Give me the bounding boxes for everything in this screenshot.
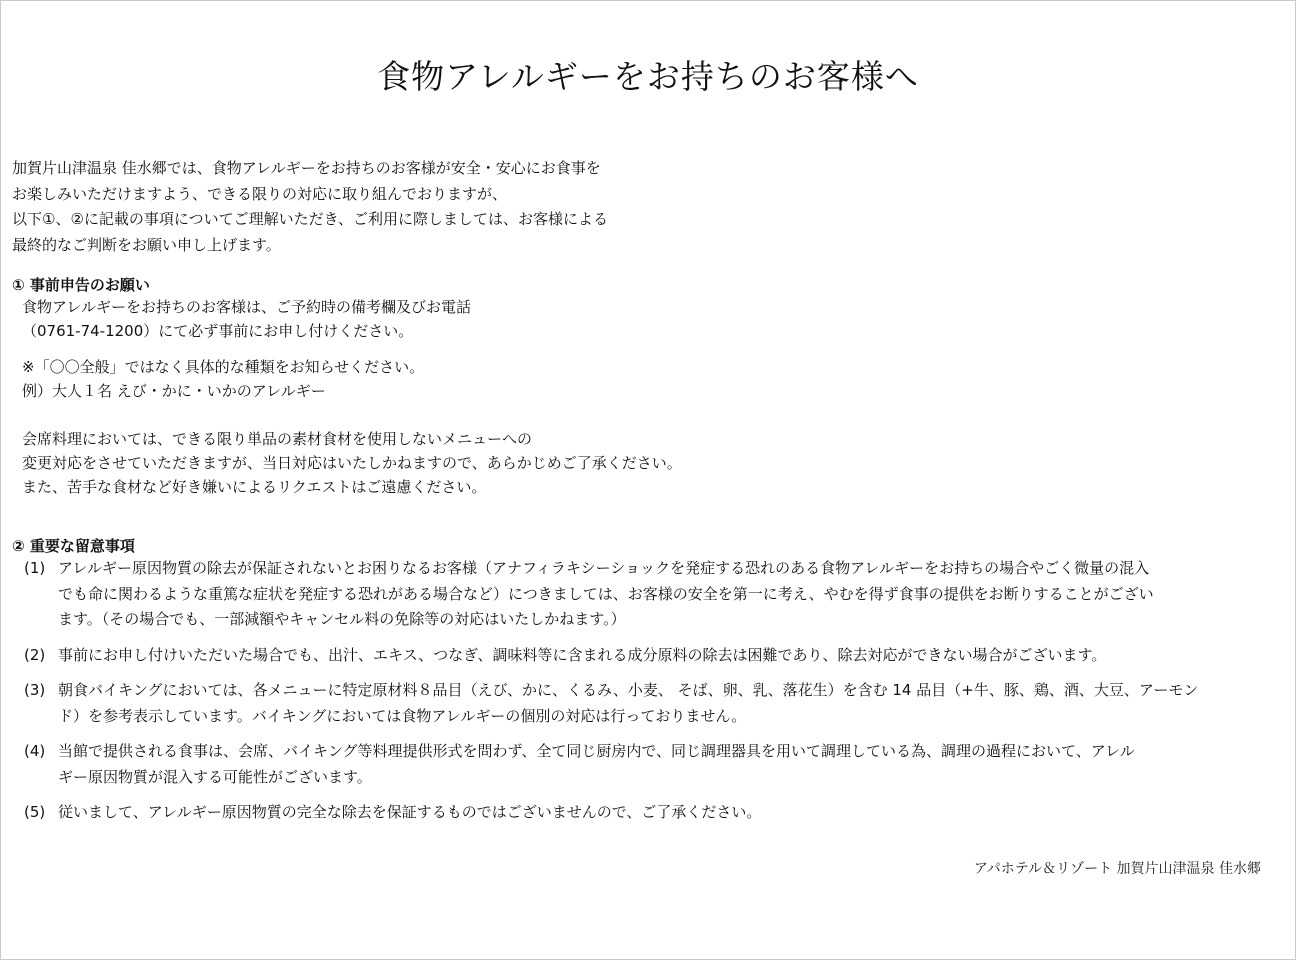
section1-line: 変更対応をさせていただきますが、当日対応はいたしかねますので、あらかじめご了承ください。 (22, 454, 682, 472)
item-text (58, 800, 1274, 826)
item-line: 従いまして、アレルギー原因物質の完全な除去を保証するものではございませんので、ご了承ください。 (58, 803, 762, 821)
page-title: 食物アレルギーをお持ちのお客様へ (377, 57, 919, 96)
item-line: 当館で提供される食事は、会席、バイキング等料理提供形式を問わず、全て同じ厨房内で、同じ調理器具を用いて調理している為、調理の過程において、アレル (58, 742, 1135, 760)
hotel-signature: アパホテル＆リゾート 加賀片山津温泉 佳水郷 (973, 861, 1261, 877)
section1-note-line: ※「〇〇全般」ではなく具体的な種類をお知らせください。 (22, 358, 425, 376)
item-number: (2) (24, 645, 46, 664)
item-number: (4) (24, 742, 46, 760)
item-number: (5) (24, 803, 46, 821)
section2-heading: ② 重要な留意事項 (12, 537, 135, 555)
item-text (58, 556, 1274, 633)
intro-paragraph (12, 156, 608, 258)
section1-line: また、苦手な食材など好き嫌いによるリクエストはご遠慮ください。 (22, 478, 487, 496)
section1-line: 会席料理においては、できる限り単品の素材食材を使用しないメニューへの (22, 430, 533, 448)
list-item (24, 800, 1274, 826)
section1-heading: ① 事前申告のお願い (12, 276, 150, 294)
item-text (58, 739, 1274, 790)
item-text (58, 643, 1274, 669)
intro-line: 最終的なご判断をお願い申し上げます。 (12, 235, 281, 254)
intro-line: 加賀片山津温泉 佳水郷では、食物アレルギーをお持ちのお客様が安全・安心にお食事を (12, 159, 601, 177)
item-number: (3) (24, 681, 46, 699)
item-text (58, 678, 1274, 729)
intro-line: 以下①、②に記載の事項についてご理解いただき、ご利用に際しましては、お客様による (12, 210, 608, 228)
item-line: でも命に関わるような重篤な症状を発症する恐れがある場合など）につきましては、お客様の安全を第一に考え、やむを得ず食事の提供をお断りすることがござい (58, 584, 1154, 603)
item-number: (1) (24, 559, 46, 577)
section1-phone-line: （0761-74-1200）にて必ず事前にお申し付けください。 (22, 322, 414, 340)
list-item (24, 739, 1274, 790)
section1-line: 食物アレルギーをお持ちのお客様は、ご予約時の備考欄及びお電話 (22, 298, 472, 316)
list-item (24, 678, 1274, 729)
spacer (22, 403, 682, 427)
item-line: アレルギー原因物質の除去が保証されないとお困りなるお客様（アナフィラキシーショックを発症する恐れのある食物アレルギーをお持ちの場合やごく微量の混入 (58, 559, 1150, 577)
item-line: 事前にお申し付けいただいた場合でも、出汁、エキス、つなぎ、調味料等に含まれる成分原料の除去は困難であり、除去対応ができない場合がございます。 (58, 645, 1107, 664)
item-line: 朝食バイキングにおいては、各メニューに特定原材料８品目（えび、かに、くるみ、小麦、 そば、卵、乳、落花生）を含む 14 品目（+牛、豚、鶏、酒、大豆、アーモン (58, 681, 1199, 699)
spacer (22, 343, 682, 355)
section1-body (22, 295, 682, 499)
item-line: ギー原因物質が混入する可能性がございます。 (58, 767, 372, 786)
intro-line: お楽しみいただけますよう、できる限りの対応に取り組んでおりますが、 (12, 184, 508, 203)
section1-example-line: 例）大人１名 えび・かに・いかのアレルギー (22, 382, 326, 400)
list-item (24, 643, 1274, 669)
item-line: ます。（その場合でも、一部減額やキャンセル料の免除等の対応はいたしかねます。） (58, 610, 626, 628)
section2-list (24, 556, 1274, 836)
item-line: ド）を参考表示しています。バイキングにおいては食物アレルギーの個別の対応は行っておりません。 (58, 706, 747, 725)
list-item (24, 556, 1274, 633)
